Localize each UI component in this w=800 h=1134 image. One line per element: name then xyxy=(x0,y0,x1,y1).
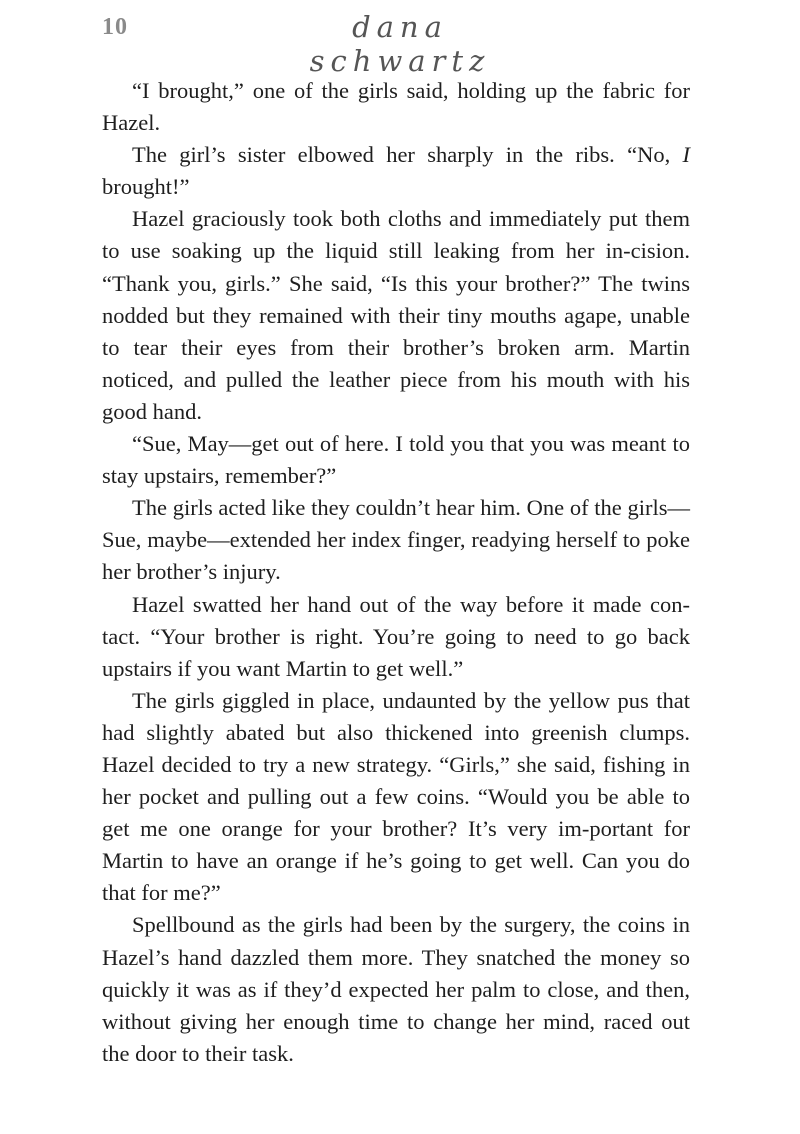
paragraph: Spellbound as the girls had been by the surgery, the coins in Hazel’s hand dazzled them more. They snatched the money so quickly it was as if they’d expected her palm to close, and then, without giving her enough time to change her mind, raced out the door to their task. xyxy=(102,912,690,1066)
paragraph: Hazel graciously took both cloths and immediately put them to use soaking up the liquid still leaking from her in-cision. “Thank you, girls.” She said, “Is this your brother?” The twins nodded but they remained with their tiny mouths agape, unable to tear their eyes from their brother’s broken arm. Martin noticed, and pulled the leather piece from his mouth with his good hand. xyxy=(102,206,690,424)
paragraph: “I brought,” one of the girls said, holding up the fabric for Hazel. xyxy=(102,78,690,136)
body-text xyxy=(102,75,690,1070)
paragraph: Hazel swatted her hand out of the way before it made con-tact. “Your brother is right. You’re going to need to go back upstairs if you want Martin to get well.” xyxy=(102,591,690,681)
emphasis: I xyxy=(682,142,690,168)
paragraph: The girl’s sister elbowed her sharply in the ribs. “No, I brought!” xyxy=(102,142,690,200)
running-head-author: dana schwartz xyxy=(309,10,491,78)
paragraph: The girls giggled in place, undaunted by the yellow pus that had slightly abated but also thickened into greenish clumps. Hazel decided to try a new strategy. “Girls,” she said, fishing in her pocket and pulling out a few coins. “Would you be able to get me one orange for your brother? It’s very im-portant for Martin to have an orange if he’s going to get well. Can you do that for me?” xyxy=(102,687,690,906)
paragraph: The girls acted like they couldn’t hear him. One of the girls—Sue, maybe—extended her index finger, readying herself to poke her brother’s injury. xyxy=(102,495,690,585)
paragraph: “Sue, May—get out of here. I told you that you was meant to stay upstairs, remember?” xyxy=(102,431,690,489)
page-number: 10 xyxy=(102,14,128,40)
